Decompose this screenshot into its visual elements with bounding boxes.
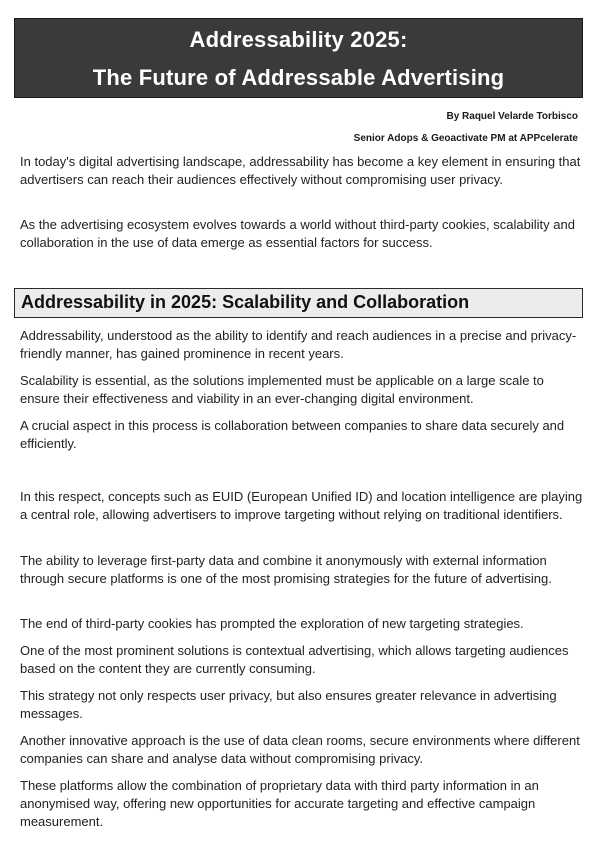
author-role: Senior Adops & Geoactivate PM at APPcelerate	[353, 133, 578, 144]
intro-paragraph-1: In today's digital advertising landscape, addressability has become a key element in ensuring that advertisers can reach their audiences effectively without compromising user privacy.	[20, 154, 581, 187]
section-paragraph-6: The end of third-party cookies has prompted the exploration of new targeting strategies.	[20, 616, 524, 631]
section-heading: Addressability in 2025: Scalability and Collaboration	[21, 292, 470, 312]
section-paragraph-10: These platforms allow the combination of proprietary data with third party information in an anonymised way, offering new opportunities for accurate targeting and effective campaign measurement.	[20, 778, 539, 829]
intro-paragraph-2: As the advertising ecosystem evolves towards a world without third-party cookies, scalability and collaboration in the use of data emerge as essential factors for success.	[20, 217, 575, 250]
section-paragraph-1: Addressability, understood as the ability to identify and reach audiences in a precise and privacy-friendly manner, has gained prominence in recent years.	[20, 328, 577, 361]
section-paragraph-2: Scalability is essential, as the solutions implemented must be applicable on a large scale to ensure their effectiveness and viability in an ever-changing digital environment.	[20, 373, 544, 406]
section-paragraph-5: The ability to leverage first-party data and combine it anonymously with external information through secure platforms is one of the most promising strategies for the future of advertising.	[20, 553, 552, 586]
author-byline: By Raquel Velarde Torbisco	[446, 111, 578, 122]
section-paragraph-4: In this respect, concepts such as EUID (European Unified ID) and location intelligence are playing a central role, allowing advertisers to improve targeting without relying on traditional identifiers.	[20, 489, 583, 522]
section-paragraph-9: Another innovative approach is the use of data clean rooms, secure environments where different companies can share and analyse data without compromising privacy.	[20, 733, 580, 766]
document-subtitle: The Future of Addressable Advertising	[92, 65, 505, 90]
document-title: Addressability 2025:	[189, 27, 408, 52]
section-paragraph-7: One of the most prominent solutions is contextual advertising, which allows targeting audiences based on the content they are currently consuming.	[20, 643, 569, 676]
section-paragraph-8: This strategy not only respects user privacy, but also ensures greater relevance in advertising messages.	[20, 688, 557, 721]
section-heading-box	[14, 288, 583, 318]
title-banner	[14, 18, 583, 98]
section-paragraph-3: A crucial aspect in this process is collaboration between companies to share data securely and efficiently.	[20, 418, 565, 451]
